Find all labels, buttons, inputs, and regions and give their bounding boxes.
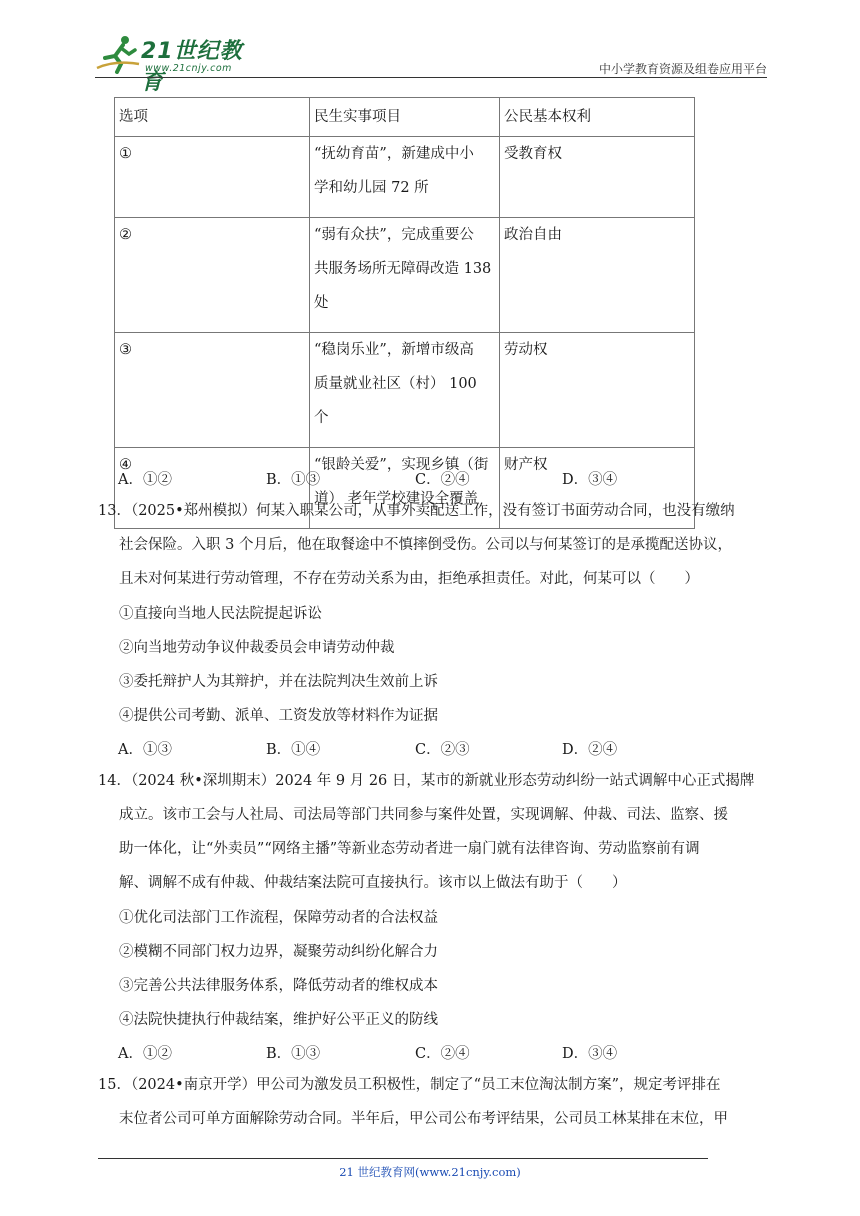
- answer-option[interactable]: B．①③: [266, 472, 321, 488]
- table-header-cell: 选项: [115, 98, 310, 137]
- options-table: [114, 97, 695, 529]
- q13-item: ④提供公司考勤、派单、工资发放等材料作为证据: [119, 708, 438, 724]
- q13-item: ②向当地劳动争议仲裁委员会申请劳动仲裁: [119, 640, 395, 656]
- question-line: 且未对何某进行劳动管理，不存在劳动关系为由，拒绝承担责任。对此，何某可以（ ）: [119, 571, 699, 587]
- question-15-stem: [98, 1068, 770, 1136]
- q14-item: ③完善公共法律服务体系，降低劳动者的维权成本: [119, 978, 438, 994]
- project-cell: “抚幼育苗”，新建成中小 学和幼儿园 72 所: [310, 137, 500, 218]
- question-line: 13．（2025•郑州模拟）何某入职某公司，从事外卖配送工作，没有签订书面劳动合同，也没有缴纳: [98, 503, 735, 519]
- question-line: 社会保险。入职 3 个月后，他在取餐途中不慎摔倒受伤。公司以与何某签订的是承揽配送协议，: [119, 537, 732, 553]
- question-line: 成立。该市工会与人社局、司法局等部门共同参与案件处置，实现调解、仲裁、司法、监察、援: [119, 807, 728, 823]
- table-header-row: [115, 98, 695, 137]
- answer-option[interactable]: A．①②: [118, 1046, 172, 1062]
- answer-option[interactable]: D．②④: [562, 742, 618, 758]
- q14-item: ②模糊不同部门权力边界，凝聚劳动纠纷化解合力: [119, 944, 438, 960]
- q14-item: ④法院快捷执行仲裁结案，维护好公平正义的防线: [119, 1012, 438, 1028]
- project-cell: “弱有众扶”，完成重要公 共服务场所无障碍改造 138 处: [310, 218, 500, 333]
- right-cell: 劳动权: [500, 333, 695, 448]
- q13-item: ①直接向当地人民法院提起诉讼: [119, 606, 322, 622]
- answer-option[interactable]: D．③④: [562, 472, 618, 488]
- option-cell: ②: [115, 218, 310, 333]
- question-14-stem: [98, 764, 770, 900]
- answer-option[interactable]: C．②③: [415, 742, 470, 758]
- q14-item: ①优化司法部门工作流程，保障劳动者的合法权益: [119, 910, 438, 926]
- runner-logo-icon: [95, 34, 143, 74]
- answer-option[interactable]: B．①④: [266, 742, 321, 758]
- logo-subtext: www.21cnjy.com: [145, 63, 232, 74]
- answer-option[interactable]: D．③④: [562, 1046, 618, 1062]
- answer-option[interactable]: C．②④: [415, 472, 470, 488]
- question-line: 15．（2024•南京开学）甲公司为激发员工积极性，制定了“员工末位淘汰制方案”，规定考评排在: [98, 1077, 721, 1093]
- table-header-cell: 公民基本权利: [500, 98, 695, 137]
- header-divider: [95, 77, 767, 78]
- project-cell: “稳岗乐业”，新增市级高 质量就业社区（村） 100 个: [310, 333, 500, 448]
- answer-option[interactable]: A．①②: [118, 472, 172, 488]
- question-line: 14．（2024 秋•深圳期末）2024 年 9 月 26 日，某市的新就业形态劳动纠纷一站式调解中心正式揭牌: [98, 773, 755, 789]
- right-cell: 政治自由: [500, 218, 695, 333]
- site-logo: [95, 32, 265, 95]
- answer-option[interactable]: C．②④: [415, 1046, 470, 1062]
- right-cell: 财产权: [500, 448, 695, 529]
- footer-link[interactable]: 21 世纪教育网(www.21cnjy.com): [339, 1165, 521, 1179]
- answer-option[interactable]: B．①③: [266, 1046, 321, 1062]
- logo-text: 21世纪教育: [141, 39, 243, 95]
- project-cell: “银龄关爱”，实现乡镇（街 道） 老年学校建设全覆盖: [310, 448, 500, 529]
- page-header: [95, 32, 767, 95]
- question-line: 解、调解不成有仲裁、仲裁结案法院可直接执行。该市以上做法有助于（ ）: [119, 875, 627, 891]
- footer-divider: [98, 1158, 708, 1159]
- table-header-cell: 民生实事项目: [310, 98, 500, 137]
- question-line: 助一体化，让“外卖员”“网络主播”等新业态劳动者进一扇门就有法律咨询、劳动监察前有调: [119, 841, 700, 857]
- question-13-stem: [98, 494, 770, 596]
- platform-title: 中小学教育资源及组卷应用平台: [598, 62, 767, 76]
- table-row: [115, 137, 695, 218]
- right-cell: 受教育权: [500, 137, 695, 218]
- table-row: [115, 333, 695, 448]
- option-cell: ③: [115, 333, 310, 448]
- q13-item: ③委托辩护人为其辩护，并在法院判决生效前上诉: [119, 674, 438, 690]
- option-cell: ①: [115, 137, 310, 218]
- answer-option[interactable]: A．①③: [118, 742, 172, 758]
- question-line: 末位者公司可单方面解除劳动合同。半年后，甲公司公布考评结果，公司员工林某排在末位，甲: [119, 1111, 728, 1127]
- table-row: [115, 218, 695, 333]
- option-cell: ④: [115, 448, 310, 529]
